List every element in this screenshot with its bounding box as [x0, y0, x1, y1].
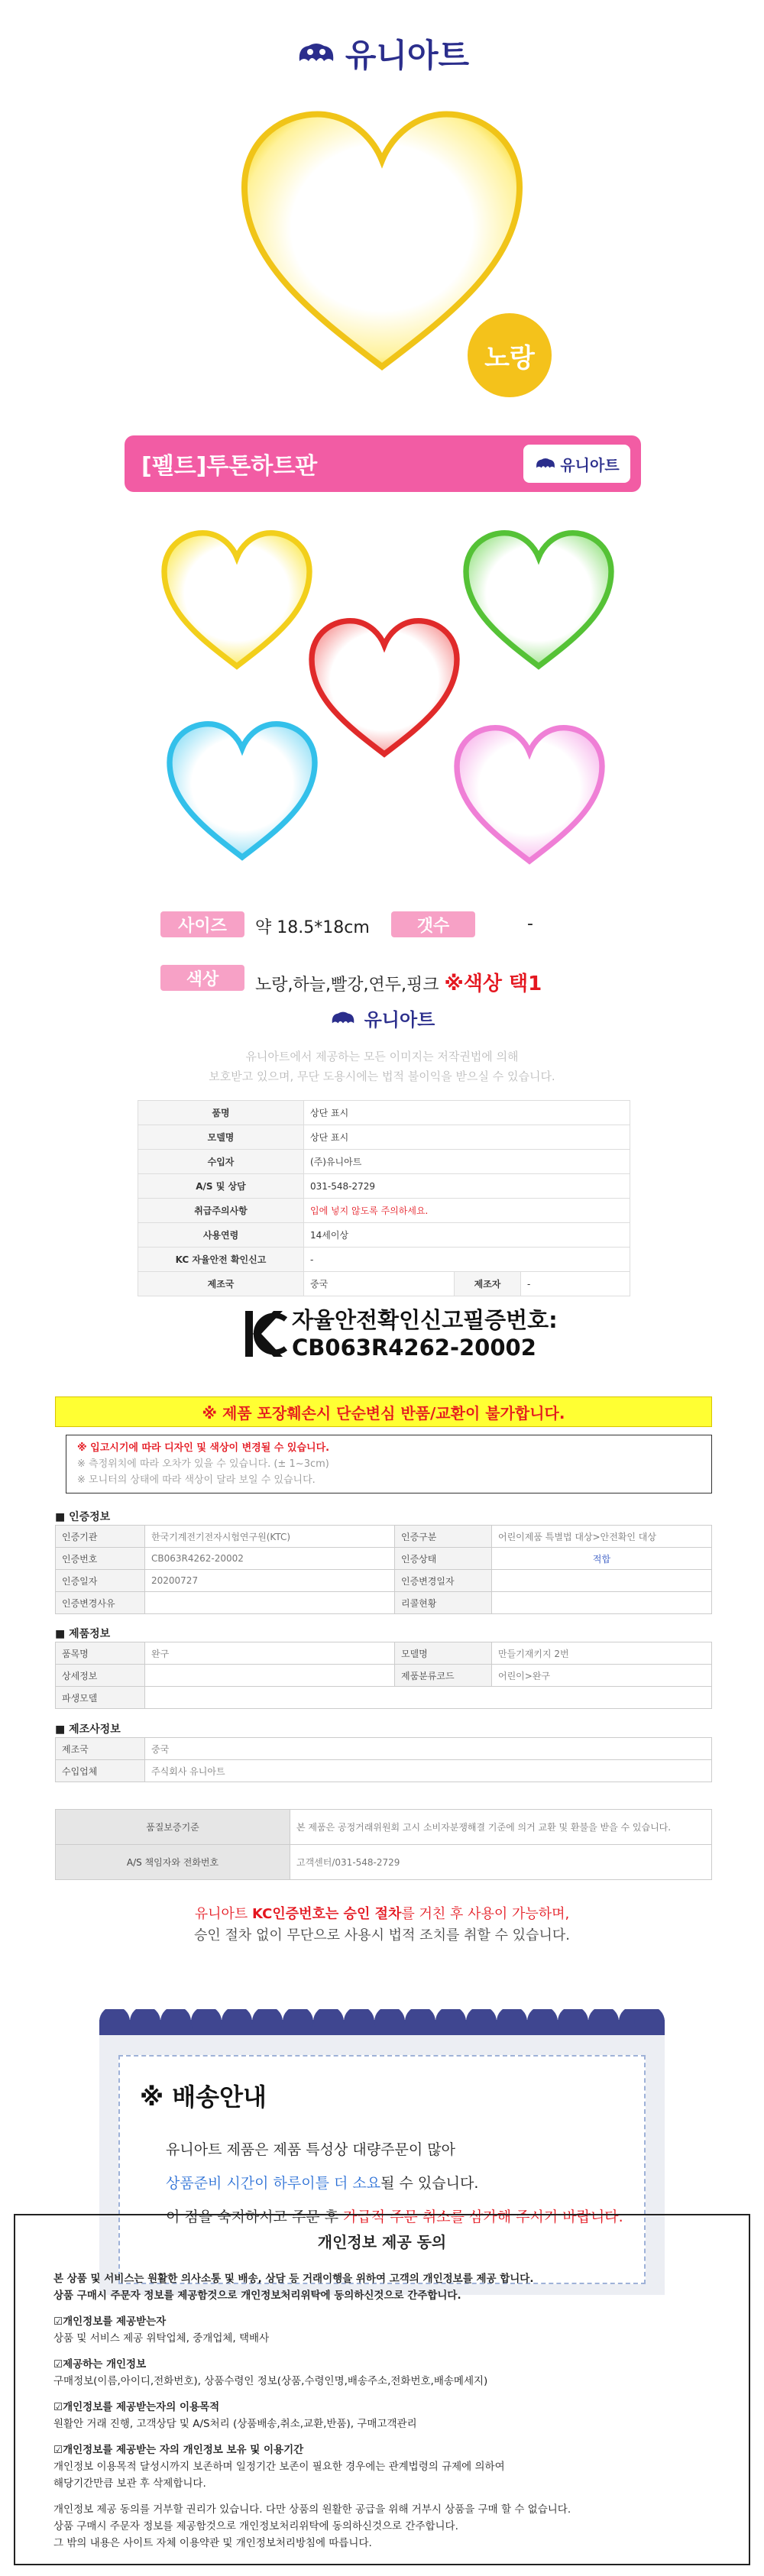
notice-line3: ※ 모니터의 상태에 따라 색상이 달라 보일 수 있습니다. — [77, 1474, 316, 1486]
table-row: A/S 책임자와 전화번호 고객센터/031-548-2729 — [56, 1845, 712, 1880]
cert-table — [55, 1525, 712, 1614]
brand-name: 유니아트 — [345, 37, 470, 74]
brand-logo — [0, 31, 764, 76]
color-value: 노랑,하늘,빨강,연두,핑크 — [255, 976, 439, 995]
heart-red-image — [304, 615, 465, 760]
table-row: 모델명 상단 표시 — [138, 1125, 630, 1150]
copyright-line1: 유니아트에서 제공하는 모든 이미지는 저작권법에 의해 — [245, 1050, 519, 1063]
copyright-notice — [0, 1047, 764, 1086]
table-row: 사용연령 14세이상 — [138, 1223, 630, 1248]
spec-table — [138, 1100, 630, 1296]
copyright-line2: 보호받고 있으며, 무단 도용시에는 법적 불이익을 받으실 수 있습니다. — [209, 1070, 555, 1083]
table-row: 인증변경사유 리콜현황 — [56, 1592, 712, 1614]
cert-heading: ■ 인증정보 — [55, 1511, 111, 1523]
privacy-consent-box: 개인정보 제공 동의 본 상품 및 서비스는 원활한 의사소통 및 배송, 상담 등 거래이행을 위하여 고객의 개인정보를 제공 합니다. 상품 구매시 주문자 정보를 제공함것으로 개인정보처리위탁에 동의하신것으로 간주합니다. ☑개인정보를 제공받는자 상품 및 서비스 제공 위탁업체, 중개업체, 택배사 ☑제공하는 개인정보 구매정보(이름,아이디,전화번호), 상품수령인 정보(상품,수령인명,배송주소,전화번호,배송메세지) ☑개인정보를 제공받는자의 이용목적 원활안 거래 진행, 고객상담 및 A/S처리 (상품배송,취소,교환,반품), 구매고객관리 ☑개인정보를 제공받는 자의 개인정보 보유 및 이용기간 개인정보 이용목적 달성시까지 보존하며 일정기간 보존이 필요한 경우에는 관계법령의 규제에 의하여 해당기간만큼 보관 후 삭제합니다. 개인정보 제공 동의를 거부할 권리가 있습니다. 다만 상품의 원활한 공급을 위해 거부시 상품을 구매 할 수 없습니다. 상품 구매시 주문자 정보를 제공함것으로 개인정보처리위탁에 동의하신것으로 간주합니다. 그 밖의 내용은 사이트 자체 이용약관 및 개인정보처리방침에 따릅니다. — [14, 2214, 750, 2565]
color-label: 색상 — [160, 965, 244, 991]
kc-number: CB063R4262-20002 — [292, 1335, 536, 1361]
size-value: 약 18.5*18cm — [255, 918, 370, 937]
kc-usage-notice: 유니아트 KC인증번호는 승인 절차를 거친 후 사용이 가능하며, 승인 절차 없이 무단으로 사용시 법적 조치를 취할 수 있습니다. — [194, 1906, 570, 1943]
paw-logo-icon — [534, 455, 557, 472]
small-brand-logo — [0, 1005, 764, 1031]
table-row: 수입업체 주식회사 유니아트 — [56, 1760, 712, 1782]
product-title: [펠트]투톤하트판 — [141, 453, 318, 480]
product-notice-box — [66, 1435, 712, 1493]
maker-info-heading: ■ 제조사정보 — [55, 1723, 121, 1736]
table-row: 인증일자 20200727 인증변경일자 — [56, 1570, 712, 1592]
privacy-title: 개인정보 제공 동의 — [317, 2233, 447, 2251]
table-row: A/S 및 상담 031-548-2729 — [138, 1174, 630, 1199]
product-info-table — [55, 1642, 712, 1709]
heart-skyblue-image — [162, 718, 322, 863]
shipping-body: 유니아트 제품은 제품 특성상 대량주문이 많아 상품준비 시간이 하루이틀 더 소요될 수 있습니다. 이 점을 숙지하시고 주문 후 가급적 주문 취소를 삼가해 주시기 바랍니다. — [166, 2141, 623, 2225]
kc-certification — [243, 1306, 558, 1361]
maker-info-table — [55, 1737, 712, 1782]
table-row: KC 자율안전 확인신고 - — [138, 1248, 630, 1272]
size-label: 사이즈 — [160, 911, 244, 937]
small-brand-name: 유니아트 — [364, 1009, 435, 1031]
kc-label: 자율안전확인신고필증번호: — [292, 1307, 558, 1333]
paw-logo-icon — [329, 1008, 357, 1028]
shipping-title: ※ 배송안내 — [140, 2082, 267, 2112]
table-row: 상세정보 제품분류코드 어린이>완구 — [56, 1665, 712, 1687]
color-note: ※색상 택1 — [444, 972, 542, 995]
count-label: 갯수 — [391, 911, 475, 937]
table-row: 인증기관 한국기계전기전자시험연구원(KTC) 인증구분 어린이제품 특별법 대상>안전확인 대상 — [56, 1526, 712, 1548]
packaging-return-notice: ※ 제품 포장훼손시 단순변심 반품/교환이 불가합니다. — [55, 1396, 712, 1427]
color-options — [255, 968, 542, 996]
table-row: 제조국 중국 — [56, 1738, 712, 1760]
heart-yellow-image — [157, 527, 317, 672]
heart-pink-image — [449, 722, 610, 867]
table-row: 인증번호 CB063R4262-20002 인증상태 적합 — [56, 1548, 712, 1570]
paw-logo-icon — [295, 38, 338, 69]
product-info-heading: ■ 제품정보 — [55, 1628, 111, 1640]
table-row: 파생모델 — [56, 1687, 712, 1709]
title-brand-logo — [523, 445, 630, 483]
kc-mark-icon — [243, 1309, 287, 1359]
heart-green-image — [458, 527, 619, 672]
table-row: 취급주의사항 입에 넣지 않도록 주의하세요. — [138, 1199, 630, 1223]
table-row: 품목명 완구 모델명 만들기재키지 2번 — [56, 1642, 712, 1665]
table-row: 품질보증기준 본 제품은 공정거래위원회 고시 소비자분쟁해결 기준에 의거 교환 및 환불을 받을 수 있습니다. — [56, 1810, 712, 1845]
notice-line1: ※ 입고시기에 따라 디자인 및 색상이 변경될 수 있습니다. — [77, 1442, 330, 1454]
table-row: 수입자 (주)유니아트 — [138, 1150, 630, 1174]
count-value: - — [527, 914, 533, 934]
scalloped-divider — [99, 2009, 665, 2035]
warranty-table — [55, 1809, 712, 1880]
table-row: 품명 상단 표시 — [138, 1101, 630, 1125]
color-badge: 노랑 — [468, 313, 552, 397]
title-brand-name: 유니아트 — [560, 455, 620, 474]
notice-line2: ※ 측정위치에 따라 오차가 있을 수 있습니다. (± 1~3cm) — [77, 1458, 329, 1470]
table-row: 제조국 중국 제조자 - — [138, 1272, 630, 1296]
product-title-bar — [125, 435, 641, 492]
heart-variants — [0, 527, 764, 879]
